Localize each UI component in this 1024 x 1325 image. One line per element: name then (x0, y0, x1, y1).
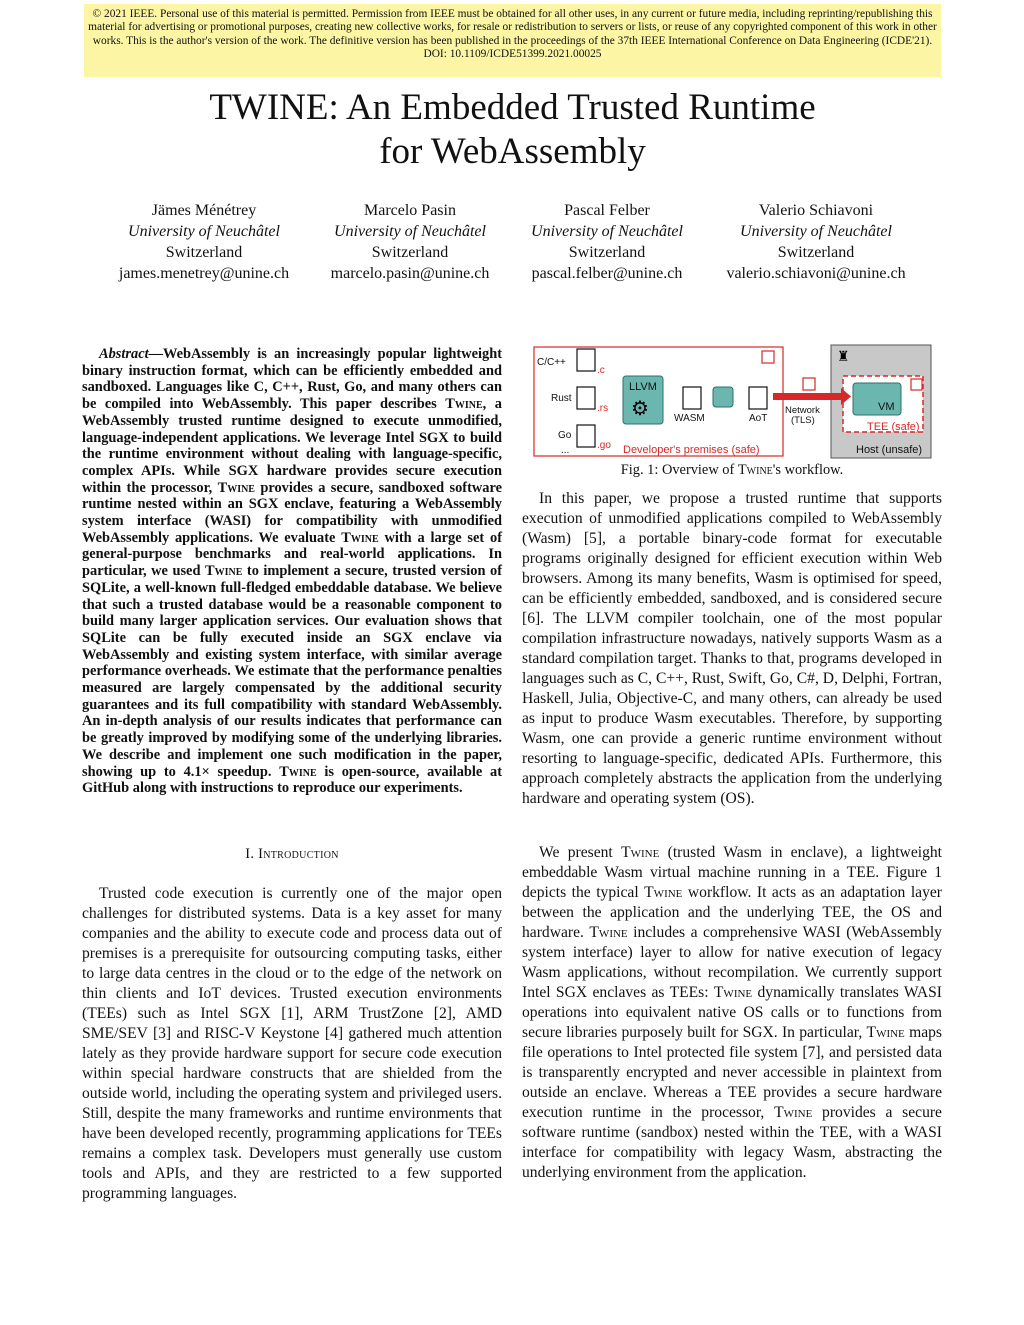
introduction-text (82, 884, 502, 1204)
title-line-2: for WebAssembly (379, 131, 646, 172)
workflow-figure (533, 343, 933, 460)
abstract-lead: Abstract (99, 346, 149, 362)
author-email[interactable]: james.menetrey@unine.ch (118, 265, 290, 282)
label-network: Network (785, 405, 820, 416)
label-c-lang: C/C++ (537, 357, 566, 368)
figure-caption (522, 462, 942, 479)
lock-icon (803, 378, 815, 390)
label-rust-ext: .rs (597, 403, 609, 414)
aot-compiler-box (713, 387, 733, 407)
label-llvm: LLVM (629, 381, 657, 393)
author-affiliation: University of Neuchâtel (740, 223, 892, 240)
twine-name: Twine (774, 1104, 813, 1121)
author-name: Pascal Felber (564, 202, 650, 219)
paragraph (522, 843, 942, 1183)
label-go-ext: .go (597, 440, 611, 451)
text: maps file operations to Intel protected file system [7], and persisted data is transparently encrypted and never accessible in plaintext from outside an enclave. Whereas a TEE provides a secure hardware execution runtime in the processor, (522, 1024, 942, 1121)
lock-icon (762, 351, 774, 363)
text: workflow. It acts as an adaptation layer between the application and the underlying TEE, the OS and hardware. (522, 884, 942, 941)
aot-file-icon (749, 387, 767, 409)
right-column-text-2 (522, 843, 942, 1183)
author-affiliation: University of Neuchâtel (334, 223, 486, 240)
twine-name: Twine (279, 763, 317, 780)
author-name: Marcelo Pasin (364, 202, 456, 219)
author-affiliation: University of Neuchâtel (128, 223, 280, 240)
text: We present (539, 844, 622, 861)
label-go: Go (558, 430, 572, 441)
author-name: Jämes Ménétrey (151, 202, 257, 219)
label-host: Host (unsafe) (856, 444, 923, 456)
abstract-text: , a WebAssembly trusted runtime designed to execute unmodified, language-independent applications. We leverage Intel SGX to build the runtime environment without dealing with language-specific, complex APIs. While SGX hardware provides secure execution within the processor, (82, 396, 502, 496)
lock-icon (911, 379, 922, 390)
label-c-ext: .c (597, 365, 605, 376)
author-affiliation: University of Neuchâtel (531, 223, 683, 240)
source-file-icons (577, 349, 595, 447)
abstract-text: provides a secure, sandboxed software runtime nested within an SGX enclave, featuring a WebAssembly system interface (WASI) for compatibility with unmodified WebAssembly applications. We evaluate (82, 479, 502, 546)
text: (trusted Wasm in enclave), a lightweight embeddable Wasm virtual machine running in a TEE. Figure 1 depicts the typical (522, 844, 942, 901)
twine-name: Twine (217, 479, 255, 496)
label-vm: VM (878, 401, 895, 413)
twine-name: Twine (445, 396, 483, 413)
label-aot: AoT (749, 413, 768, 424)
author-block (701, 200, 931, 284)
author-country: Switzerland (371, 244, 449, 261)
text: includes a comprehensive WASI (WebAssembly system interface) layer to allow for native execution of legacy Wasm applications, without recompilation. We currently support Intel SGX enclaves as TEEs: (522, 924, 942, 1001)
label-rust: Rust (551, 393, 572, 404)
author-name: Valerio Schiavoni (758, 202, 874, 219)
title-line-1: TWINE: An Embedded Trusted Runtime (209, 87, 816, 128)
abstract-text: with a large set of general-purpose benchmarks and real-world applications. In particular, we used (82, 529, 503, 580)
label-wasm: WASM (674, 413, 705, 424)
author-email[interactable]: marcelo.pasin@unine.ch (330, 265, 490, 282)
author-email[interactable]: valerio.schiavoni@unine.ch (726, 265, 906, 282)
label-tls: (TLS) (791, 415, 815, 426)
author-block (89, 200, 319, 284)
author-country: Switzerland (777, 244, 855, 261)
caption-text: 's workflow. (772, 462, 844, 478)
paragraph: Trusted code execution is currently one of the major open challenges for distributed systems. Data is a key asset for many companies and the ability to execute code and process data out of premises is a prerequisite for outsourcing computing tasks, either to large data centres in the cloud or to the edge of the network on thin clients and IoT devices. Trusted execution environments (TEEs) such as Intel SGX [1], ARM TrustZone [2], AMD SME/SEV [3] and RISC-V Keystone [4] gathered much attention lately as they provide hardware support for secure code execution within special hardware constructs that are shielded from the outside world, including the operating system and privileged users. Still, despite the many frameworks and runtime environments that have been developed recently, programming applications for TEEs remains a complex task. Developers must generally use custom tools and APIs, and they are restricted to a few supported programming languages. (82, 885, 502, 1202)
author-country: Switzerland (568, 244, 646, 261)
caption-text: Fig. 1: Overview of (620, 462, 738, 478)
twine-name: Twine (713, 984, 753, 1001)
label-developer: Developer's premises (safe) (623, 444, 760, 456)
paper-title (84, 86, 941, 174)
twine-name: Twine (341, 529, 379, 546)
section-heading-introduction: I. Introduction (245, 846, 339, 862)
author-block (295, 200, 525, 284)
paragraph: In this paper, we propose a trusted runtime that supports execution of unmodified applications compiled to WebAssembly (Wasm) [5], a portable binary-code format for executable programs originally designed for efficient execution within Web browsers. Among its many benefits, Wasm is optimised for speed, can be efficiently embedded, sandboxed, and is considered secure [6]. The LLVM compiler toolchain, one of the most popular compilation infrastructure nowadays, natively supports Wasm as a standard compilation target. Thanks to that, programs developed in languages such as C, C++, Rust, Swift, Go, C#, D, Delphi, Fortran, Haskell, Julia, Objective-C, and many others, can already be used as input to produce Wasm executables. Therefore, by supporting Wasm, one can provide a generic runtime environment without resorting to language-specific, dedicated APIs. Furthermore, this approach completely abstracts the application from the underlying hardware and operating system (OS). (522, 490, 942, 807)
file-icon (577, 349, 595, 371)
abstract-text: is open-source, available at GitHub along with instructions to reproduce our experiments. (82, 763, 502, 797)
abstract-text: to implement a secure, trusted version of SQLite, a well-known full-fledged embeddable database. We believe that such a trusted database would be a reasonable component to build many larger application services. Our evaluation shows that SQLite can be fully executed inside an SGX enclave via WebAssembly and existing system interface, with similar average performance overheads. We estimate that the performance penalties measured are largely compensated by the additional security guarantees and its full compatibility with standard WebAssembly. An in-depth analysis of our results indicates that performance can be greatly improved by modifying some of the underlying libraries. We describe and implement one such modification in the paper, showing up to 4.1× speedup. (82, 563, 502, 780)
author-country: Switzerland (165, 244, 243, 261)
text: dynamically translates WASI operations into equivalent native OS calls or to functions from secure libraries purposely built for SGX. In particular, (522, 984, 942, 1041)
host-icon: ♜ (837, 350, 850, 365)
twine-name: Twine (589, 924, 628, 941)
copyright-notice: © 2021 IEEE. Personal use of this material is permitted. Permission from IEEE must be obtained for all other uses, in any current or future media, including reprinting/republishing this material for advertising or promotional purposes, creating new collective works, for resale or redistribution to servers or lists, or reuse of any copyrighted component of this work in other works. This is the author's version of the work. The definitive version has been published in the proceedings of the 37th IEEE International Conference on Data Engineering (ICDE'21). DOI: 10.1109/ICDE51399.2021.00025 (84, 4, 941, 77)
twine-name: Twine (621, 844, 660, 861)
abstract (82, 346, 502, 797)
twine-name: Twine (644, 884, 683, 901)
twine-name: Twine (204, 563, 243, 580)
gear-icon: ⚙ (631, 398, 649, 420)
file-icon (577, 387, 595, 409)
network-arrow (773, 393, 843, 400)
right-column-text (522, 489, 942, 809)
label-tee: TEE (safe) (867, 421, 920, 433)
twine-name: Twine (737, 462, 773, 478)
label-more: ... (561, 445, 570, 456)
text: provides a secure software runtime (sandbox) nested within the TEE, with a WASI interface for compatibility with legacy Wasm, abstracting the underlying environment from the application. (522, 1104, 942, 1181)
wasm-file-icon (683, 387, 701, 409)
author-block (492, 200, 722, 284)
file-icon (577, 425, 595, 447)
twine-name: Twine (866, 1024, 905, 1041)
author-email[interactable]: pascal.felber@unine.ch (531, 265, 683, 282)
abstract-text: —WebAssembly is an increasingly popular lightweight binary instruction format, which can be efficiently embedded and sandboxed. Languages like C, C++, Rust, Go, and many others can be compiled into WebAssembly. This paper describes (82, 346, 502, 413)
